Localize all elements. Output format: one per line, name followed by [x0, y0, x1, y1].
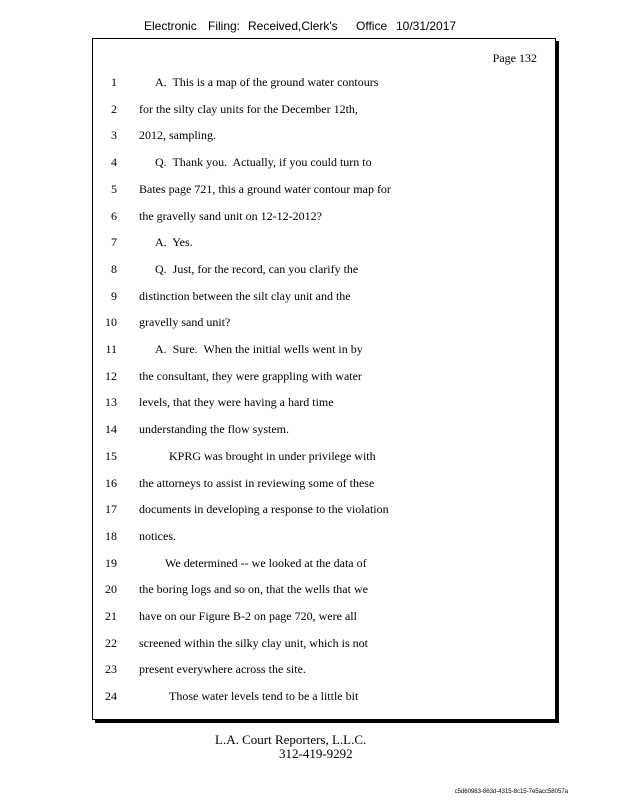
transcript-line [93, 556, 555, 574]
transcript-line [93, 422, 555, 440]
line-text: the gravelly sand unit on 12-12-2012? [139, 208, 322, 223]
line-number: 11 [105, 342, 117, 356]
line-text: the attorneys to assist in reviewing some of these [139, 475, 375, 490]
transcript-line [93, 582, 555, 600]
line-text: Q. Just, for the record, can you clarify the [155, 261, 359, 276]
line-text: understanding the flow system. [139, 422, 289, 437]
transcript-line [93, 529, 555, 547]
line-number: 24 [105, 689, 117, 704]
line-text: for the silty clay units for the December 12th, [139, 101, 358, 116]
line-number: 3 [111, 128, 117, 143]
court-reporter-name: L.A. Court Reporters, L.L.C. [215, 732, 367, 747]
line-number: 7 [111, 235, 117, 250]
line-number: 8 [111, 261, 117, 276]
line-text: screened within the silky clay unit, which is not [139, 635, 368, 650]
line-text: A. This is a map of the ground water contours [155, 75, 379, 89]
line-text: Those water levels tend to be a little bit [169, 689, 359, 704]
line-number: 19 [105, 555, 117, 570]
transcript-line [93, 315, 555, 333]
line-text: the consultant, they were grappling with water [139, 368, 362, 383]
document-hash: c5d60983-863d-4315-8c15-7e5acc58057a [454, 789, 568, 795]
transcript-line [93, 636, 555, 654]
transcript-line [93, 449, 555, 467]
line-text: have on our Figure B-2 on page 720, were all [139, 609, 357, 623]
line-text: documents in developing a response to the violation [139, 502, 389, 517]
line-number: 16 [105, 475, 117, 490]
line-text: A. Yes. [155, 235, 193, 250]
line-number: 2 [111, 101, 117, 116]
line-number: 5 [111, 181, 117, 196]
transcript-line [93, 395, 555, 413]
line-number: 10 [105, 315, 117, 330]
transcript-line [93, 342, 555, 360]
line-number: 22 [105, 635, 117, 650]
line-text: A. Sure. When the initial wells went in by [155, 342, 363, 356]
line-text: KPRG was brought in under privilege with [169, 448, 376, 463]
line-number: 21 [105, 609, 117, 623]
filing-stamp-office: Office [356, 19, 388, 33]
line-text: the boring logs and so on, that the wells that we [139, 582, 368, 597]
transcript-line [93, 262, 555, 280]
filing-stamp-filing: Filing: [208, 19, 241, 33]
line-number: 17 [105, 502, 117, 517]
line-text: Bates page 721, this a ground water contour map for [139, 181, 391, 196]
transcript-line [93, 609, 555, 627]
transcript-line [93, 209, 555, 227]
line-text: 2012, sampling. [139, 128, 216, 143]
line-text: distinction between the silt clay unit and the [139, 288, 351, 303]
line-number: 15 [105, 448, 117, 463]
transcript-line [93, 369, 555, 387]
line-text: gravelly sand unit? [139, 315, 231, 330]
line-number: 9 [111, 288, 117, 303]
line-number: 6 [111, 208, 117, 223]
line-text: We determined -- we looked at the data of [165, 555, 367, 570]
filing-stamp-date: 10/31/2017 [396, 19, 457, 33]
line-number: 4 [111, 155, 117, 170]
transcript-line [93, 476, 555, 494]
line-number: 13 [105, 395, 117, 410]
transcript-line [93, 662, 555, 680]
filing-stamp-received: Received,Clerk's [248, 19, 338, 33]
line-text: notices. [139, 528, 176, 543]
transcript-line [93, 155, 555, 173]
transcript-line [93, 502, 555, 520]
transcript-line [93, 102, 555, 120]
line-number: 1 [111, 75, 117, 89]
line-number: 14 [105, 422, 117, 437]
transcript-line [93, 128, 555, 146]
transcript-page [92, 38, 556, 720]
line-number: 23 [105, 662, 117, 677]
line-text: Q. Thank you. Actually, if you could turn to [155, 155, 372, 170]
transcript-line [93, 182, 555, 200]
line-number: 20 [105, 582, 117, 597]
line-text: present everywhere across the site. [139, 662, 306, 677]
line-number: 12 [105, 368, 117, 383]
filing-stamp-electronic: Electronic [144, 19, 197, 33]
transcript-line [93, 75, 555, 93]
transcript-line [93, 289, 555, 307]
transcript-line [93, 689, 555, 707]
court-reporter-phone: 312-419-9292 [279, 746, 353, 761]
line-number: 18 [105, 528, 117, 543]
line-text: levels, that they were having a hard time [139, 395, 334, 410]
transcript-line [93, 235, 555, 253]
page-number: Page 132 [492, 51, 537, 65]
